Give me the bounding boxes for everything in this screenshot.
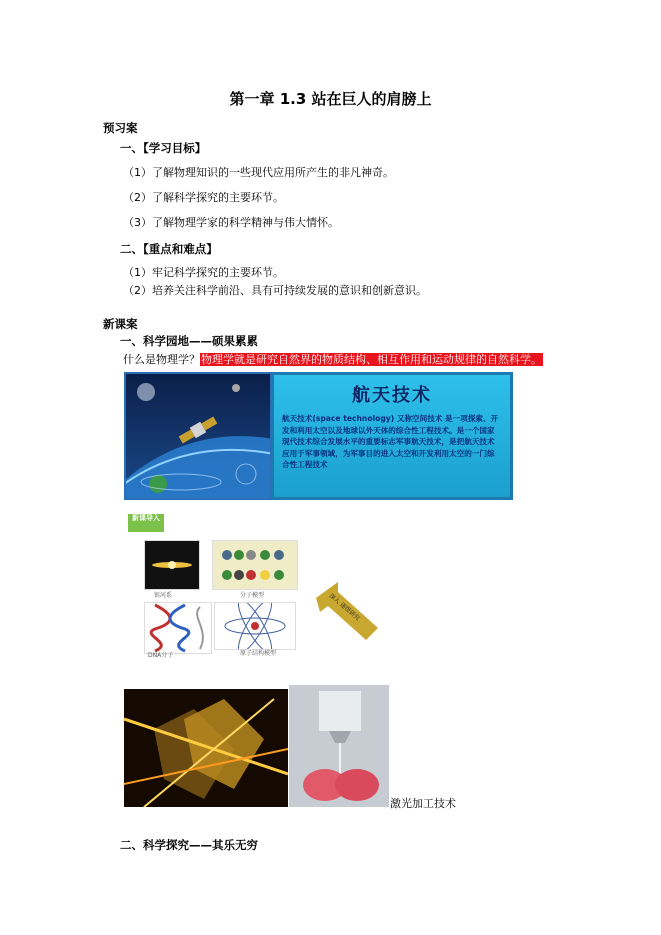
aerospace-panel bbox=[271, 372, 513, 500]
section-2-heading: 二、科学探究——其乐无穷 bbox=[120, 838, 258, 852]
galaxy-thumb bbox=[144, 540, 200, 590]
caption-dna: DNA分子 bbox=[148, 652, 174, 659]
page-title: 第一章 1.3 站在巨人的肩膀上 bbox=[229, 90, 432, 108]
dna-thumb bbox=[144, 602, 212, 654]
caption-molecule: 分子模型 bbox=[240, 592, 265, 599]
caption-atom: 原子结构模型 bbox=[240, 650, 277, 657]
laser-caption: 激光加工技术 bbox=[390, 797, 456, 810]
definition-highlight: 物理学就是研究自然界的物质结构、相互作用和运动规律的自然科学。 bbox=[201, 353, 542, 366]
question-text: 什么是物理学？ bbox=[123, 353, 200, 366]
laser-beam-image bbox=[124, 689, 288, 807]
structure-figure bbox=[128, 514, 388, 664]
aerospace-body: 航天技术(space technology) 又称空间技术 是一项探索、开发和利用太空以及地球以外天体的综合性工程技术。是一个国家现代技术综合发展水平的重要标志军事航天技术，是把航天技术应用于军事领域，为军事目的进入太空和开发利用太空的一门综合性工程技术 bbox=[282, 414, 499, 469]
laser-cutting-image bbox=[289, 685, 389, 807]
goals-heading: 一、【学习目标】 bbox=[120, 141, 207, 155]
aerospace-title: 航天技术 bbox=[352, 385, 432, 406]
key-point: （1）牢记科学探究的主要环节。 bbox=[123, 266, 284, 279]
preview-heading: 预习案 bbox=[103, 121, 138, 135]
key-heading: 二、【重点和难点】 bbox=[120, 242, 218, 256]
goal-item: （1）了解物理知识的一些现代应用所产生的非凡神奇。 bbox=[123, 166, 394, 179]
goal-item: （2）了解科学探究的主要环节。 bbox=[123, 191, 284, 204]
atom-thumb bbox=[214, 602, 296, 650]
definition-line bbox=[123, 351, 543, 367]
satellite-image bbox=[124, 372, 272, 500]
section-1-heading: 一、科学园地——硕果累累 bbox=[120, 334, 258, 348]
caption-galaxy: 银河系 bbox=[154, 592, 173, 599]
new-lesson-heading: 新课案 bbox=[103, 317, 138, 331]
goal-item: （3）了解物理学家的科学精神与伟大情怀。 bbox=[123, 216, 339, 229]
molecule-thumb bbox=[212, 540, 298, 590]
arrow-text: 深入 逐级研究 bbox=[327, 592, 362, 623]
key-point: （2）培养关注科学前沿、具有可持续发展的意识和创新意识。 bbox=[123, 284, 427, 297]
figure-tag: 新课导入 bbox=[128, 514, 164, 532]
